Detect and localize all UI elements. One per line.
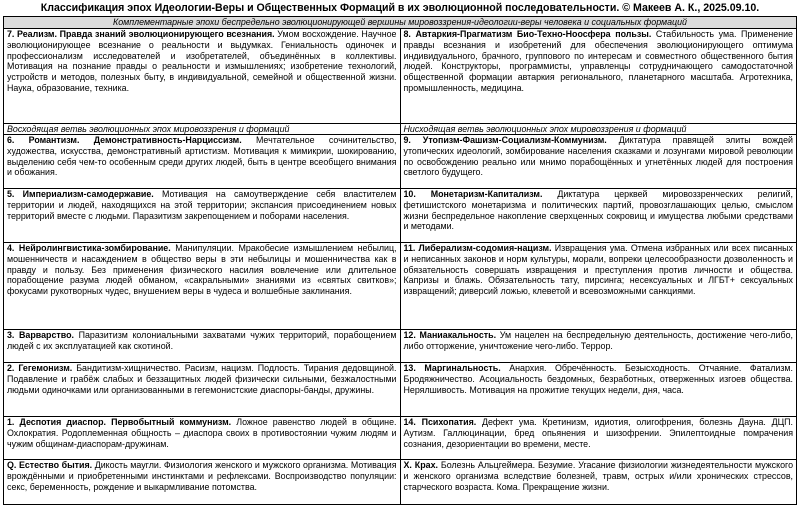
epoch-heading: 14. Психопатия. [403, 417, 477, 427]
epoch-cell-5 [4, 189, 401, 243]
epoch-text: Стабильность ума. Применение правды всезнания и изобретений для обеспечения эволюционирующего оптимума индивидуального, брачного, группового по интересам и совместного общественного бытия людей. Конструкторы, программисты, управленцы сотрудничающего самодостаточной общественной формации автаркия регионального, планетарного масштаба. Агротехника, промышленность, медицина. [403, 29, 793, 93]
table-row [4, 330, 797, 363]
epoch-text: Диктатура церквей мировоззренческих религий, фетишистского монетаризма и политических партий, провозглашающих целью, смыслом жизни беспредельное накопление сверхценных сокровищ и имущества любыми средствами и методами. [403, 189, 794, 232]
epoch-text: Дефект ума. Кретинизм, идиотия, олигофрения, болезнь Дауна. ДЦП. Аутизм. Галлюцинации, бред опьянения и шизофрении. Эпилептоидные помрачения сознания, дезориентации во времени, месте. [403, 417, 794, 449]
epoch-cell-14 [400, 417, 797, 460]
table-row [4, 417, 797, 460]
epoch-cell-3 [4, 330, 401, 363]
epoch-cell-11 [400, 243, 797, 330]
epoch-text: Бандитизм-хищничество. Расизм, нацизм. Подлость. Тирания дедовщиной. Подавление и грабёж слабых и беззащитных людей физически сильными, безжалостными людьми одиночками или организованными в гегемонистские диаспоры-банды, дружины. [7, 363, 397, 395]
table-row [4, 363, 797, 417]
epoch-heading: 8. Автаркия-Прагматизм Био-Техно-Ноосфера пользы. [403, 29, 652, 39]
epoch-heading: 11. Либерализм-содомия-нацизм. [403, 243, 552, 253]
epoch-heading: Q. Естество бытия. [7, 460, 93, 470]
epoch-text: Умом восхождение. Научное эволюционирующее всезнание о реальности и выдумках. Гениальность одиночек и профессионализм исследователей и изобретателей, объединённых в коллективы. Мотивация на познание правды о реальности и измышлениях; изобретение технологий, устройств и методов, полезных быту, в индивидуальной, семейной и общественной жизни. Наука, образование, техника. [7, 29, 397, 93]
band-row [4, 17, 797, 29]
epoch-cell-10 [400, 189, 797, 243]
document-title: Классификация эпох Идеологии-Веры и Общественных Формаций в их эволюционной последовательности. © Макеев А. К., 2025.09.10. [40, 2, 760, 14]
epoch-text: Паразитизм колониальными захватами чужих территорий, порабощением людей с их эксплуатацией как скотиной. [7, 330, 397, 351]
subheader-row [4, 124, 797, 135]
epoch-cell-6 [4, 135, 401, 189]
epoch-heading: 3. Варварство. [7, 330, 74, 340]
epoch-text: Болезнь Альцгеймера. Безумие. Угасание физиологии жизнедеятельности мужского и женского организма вследствие болезней, травм, острых и/или хронических стрессов, старческого возраста. Кома. Прекращение жизни. [403, 460, 794, 492]
epoch-text: Анархия. Обречённость. Безысходность. Отчаяние. Фатализм. Бродяжничество. Асоциальность бездомных, безработных, отверженных изгоев общества. Нерялшивость. Мотивация на прожитие текущих недели, дня, часа. [403, 363, 793, 395]
epoch-text: Диктатура правящей элиты вождей утопических идеологий, зомбирование населения сказками и лозунгами мировой революции по освобождению реально или мнимо порабощённых и угнетённых людей для построения светлого будущего. [403, 135, 793, 178]
epoch-cell-2 [4, 363, 401, 417]
epoch-cell-q [4, 460, 401, 505]
epoch-heading: 2. Гегемонизм. [7, 363, 73, 373]
descending-branch-label: Нисходящая ветвь эволюционных эпох мировоззрения и формаций [400, 124, 797, 135]
table-row [4, 460, 797, 505]
table-row [4, 29, 797, 124]
epoch-heading: 7. Реализм. Правда знаний эволюционирующего всезнания. [7, 29, 275, 39]
epoch-cell-7 [4, 29, 401, 124]
epoch-text: Ум нацелен на беспредельную деятельность, достижение чего-либо, либо отторжение, уничтожение чего-либо. Террор. [403, 330, 793, 351]
table-row [4, 135, 797, 189]
table-row [4, 243, 797, 330]
ascending-branch-label: Восходящая ветвь эволюционных эпох мировоззрения и формаций [4, 124, 401, 135]
table-row [4, 189, 797, 243]
epoch-cell-9 [400, 135, 797, 189]
epoch-cell-12 [400, 330, 797, 363]
epoch-heading: 12. Маниакальность. [403, 330, 497, 340]
epoch-cell-13 [400, 363, 797, 417]
epoch-cell-8 [400, 29, 797, 124]
epoch-heading: 9. Утопизм-Фашизм-Социализм-Коммунизм. [403, 135, 607, 145]
epoch-text: Дикость маугли. Физиология женского и мужского организма. Мотивация врождёнными и приобретенными инстинктами и рефлексами. Воспроизводство популяции: секс, беременность, рождение и выкармливание потомства. [7, 460, 397, 492]
epoch-heading: 5. Империализм-самодержавие. [7, 189, 154, 199]
classification-table [3, 16, 797, 505]
epoch-heading: 6. Романтизм. Демонстративность-Нарциссизм. [7, 135, 242, 145]
epoch-heading: Х. Крах. [403, 460, 438, 470]
epoch-text: Манипуляции. Мракобесие измышлением небылиц, мошенничеств и насаждением в общество веры в эти небылицы и мошенничества как в правду и пользу. Без применения физического насилия вовлечение или длительное порабощение разума людей обманом, «сакральными» знаниями из «святых свитков»; фокусами рукотворных чудес, внушением веры в чудеса и волшебные заклинания. [7, 243, 397, 297]
epoch-text: Мотивация на самоутверждение себя властителем территории и людей, находящихся на этой территории; экспансия присоединением новых территорий вместе с людьми. Паразитизм закрепощением и поборами населения. [7, 189, 397, 221]
epoch-text: Извращения ума. Отмена избранных или всех писанных и неписанных законов и норм культуры, морали, вопреки целесообразности дозволенность и обязательность совершать извращения и преступления против личности и общества. Капризы и блажь. Обязательность тату, пирсинга; несексуальных и ЛГБТ+ сексуальных извращений; диверсий ложью, клеветой и всевозможными санкциями. [403, 243, 793, 297]
epoch-heading: 13. Маргинальность. [403, 363, 501, 373]
epoch-cell-4 [4, 243, 401, 330]
epoch-heading: 1. Деспотия диаспор. Первобытный коммунизм. [7, 417, 232, 427]
epoch-text: Ложное равенство людей в общине. Охлократия. Родоплеменная общность – диаспора своих в противостоянии чужим людям и чужим общинам-диаспорам-дружинам. [7, 417, 397, 449]
epoch-cell-1 [4, 417, 401, 460]
epoch-cell-x [400, 460, 797, 505]
band-header: Комплементарные эпохи беспредельно эволюционирующей вершины мировоззрения-идеологии-веры человека и социальных формаций [4, 17, 797, 29]
epoch-heading: 10. Монетаризм-Капитализм. [403, 189, 543, 199]
epoch-text: Мечтательное сочинительство, художества, искусства, демонстративный артистизм. Мотивация к мимикрии, шокированию, выделению себя чем-то особенным среди других людей, быть в центре всеобщего внимания и обожания. [7, 135, 397, 178]
epoch-heading: 4. Нейролингвистика-зомбирование. [7, 243, 171, 253]
